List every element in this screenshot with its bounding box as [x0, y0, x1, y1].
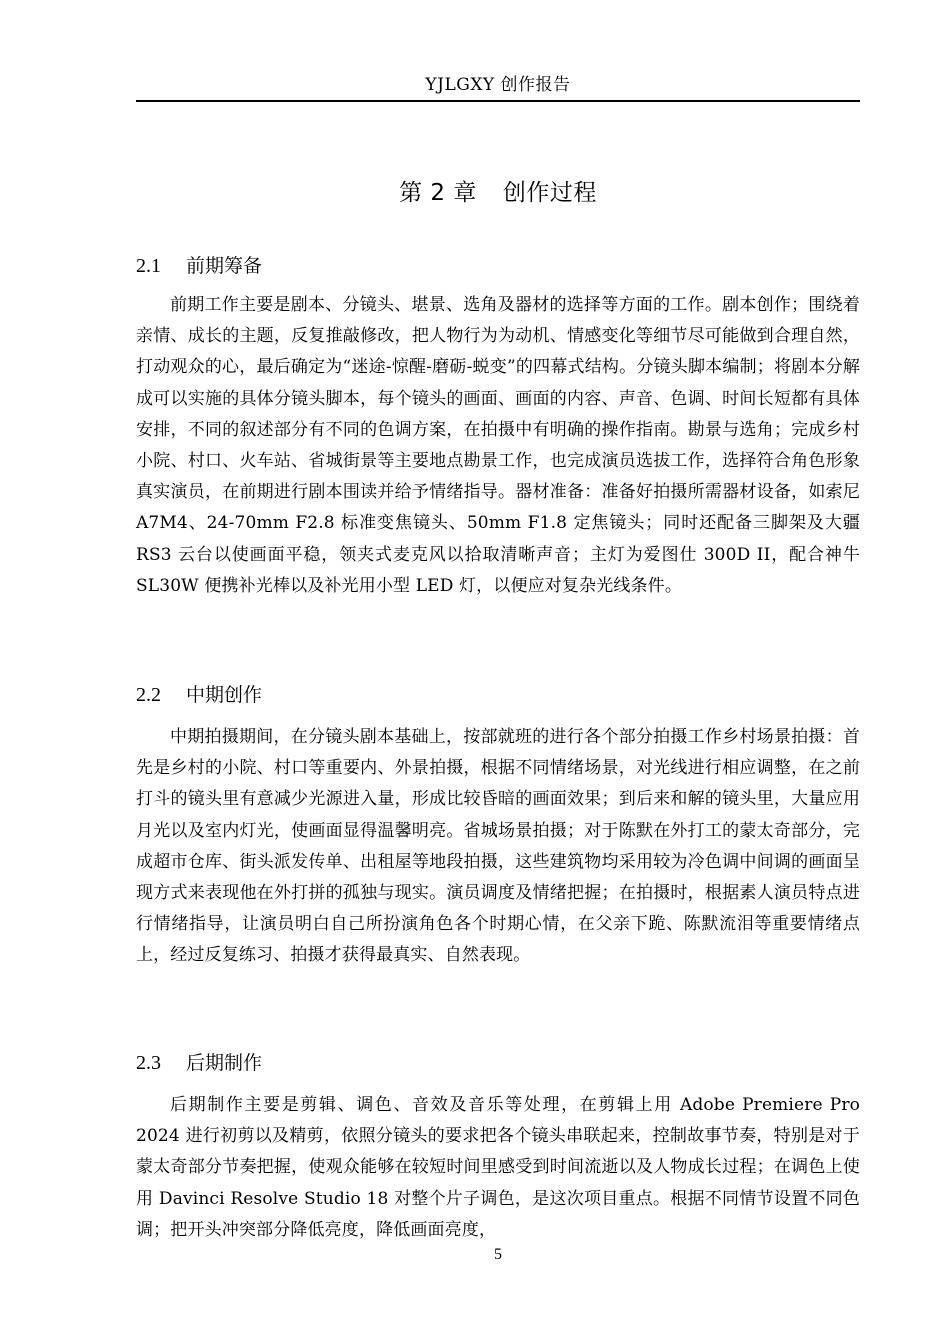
- section-paragraph-2-1: 前期工作主要是剧本、分镜头、堪景、选角及器材的选择等方面的工作。剧本创作；围绕着亲情、成长的主题，反复推敲修改，把人物行为为动机、情感变化等细节尽可能做到合理自然，打动观众的心，最后确定为“迷途-惊醒-磨砺-蜕变”的四幕式结构。分镜头脚本编制；将剧本分解成可以实施的具体分镜头脚本，每个镜头的画面、画面的内容、声音、色调、时间长短都有具体安排，不同的叙述部分有不同的色调方案，在拍摄中有明确的操作指南。勘景与选角；完成乡村小院、村口、火车站、省城街景等主要地点勘景工作，也完成演员选拔工作，选择符合角色形象真实演员，在前期进行剧本围读并给予情绪指导。器材准备：准备好拍摄所需器材设备，如索尼 A7M4、24-70mm F2.8 标准变焦镜头、50mm F1.8 定焦镜头；同时还配备三脚架及大疆 RS3 云台以使画面平稳，领夹式麦克风以拾取清晰声音；主灯为爱图仕 300D II，配合神牛 SL30W 便携补光棒以及补光用小型 LED 灯，以便应对复杂光线条件。: [136, 295, 860, 596]
- section-paragraph-2-2: 中期拍摄期间，在分镜头剧本基础上，按部就班的进行各个部分拍摄工作乡村场景拍摄：首先是乡村的小院、村口等重要内、外景拍摄，根据不同情绪场景，对光线进行相应调整，在之前打斗的镜头里有意减少光源进入量，形成比较昏暗的画面效果；到后来和解的镜头里，大量应用月光以及室内灯光，使画面显得温馨明亮。省城场景拍摄；对于陈默在外打工的蒙太奇部分，完成超市仓库、街头派发传单、出租屋等地段拍摄，这些建筑物均采用较为冷色调中间调的画面呈现方式来表现他在外打拼的孤独与现实。演员调度及情绪把握；在拍摄时，根据素人演员特点进行情绪指导，让演员明白自己所扮演角色各个时期心情，在父亲下跪、陈默流泪等重要情绪点上，经过反复练习、拍摄才获得最真实、自然表现。: [136, 727, 860, 966]
- section-number: 2.2: [136, 684, 161, 706]
- section-heading-2-3: [136, 1049, 860, 1077]
- chapter-title: [136, 176, 860, 210]
- section-number: 2.1: [136, 255, 161, 277]
- page-header: [136, 74, 860, 96]
- chapter-number: 第 2 章: [399, 180, 477, 206]
- header-title: YJLGXY 创作报告: [425, 75, 571, 95]
- section-heading-2-1: [136, 252, 860, 280]
- chapter-name: 创作过程: [502, 180, 597, 206]
- page-number: 5: [494, 1246, 502, 1263]
- section-heading-2-2: [136, 681, 860, 709]
- section-title: 前期筹备: [186, 255, 263, 277]
- section-number: 2.3: [136, 1052, 161, 1074]
- header-divider: [136, 100, 860, 102]
- section-paragraph-2-3: 后期制作主要是剪辑、调色、音效及音乐等处理，在剪辑上用 Adobe Premiere Pro 2024 进行初剪以及精剪，依照分镜头的要求把各个镜头串联起来，控制故事节奏，特别是对于蒙太奇部分节奏把握，使观众能够在较短时间里感受到时间流逝以及人物成长过程；在调色上使用 Davinci Resolve Studio 18 对整个片子调色，是这次项目重点。根据不同情节设置不同色调；把开头冲突部分降低亮度，降低画面亮度，: [136, 1095, 860, 1240]
- section-title: 后期制作: [186, 1052, 263, 1074]
- section-title: 中期创作: [186, 684, 263, 706]
